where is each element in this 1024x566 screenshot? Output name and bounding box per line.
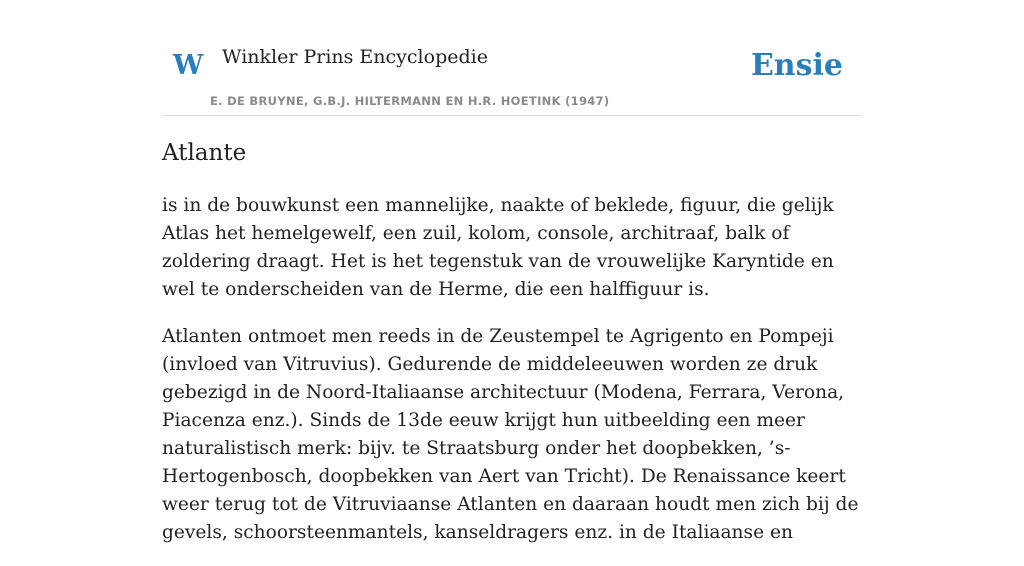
page-container bbox=[162, 0, 862, 543]
ensie-logo[interactable]: Ensie bbox=[750, 48, 843, 83]
source-header bbox=[162, 0, 862, 116]
article-paragraph: Atlanten ontmoet men reeds in de Zeustempel te Agrigento en Pompeji (invloed van Vitruvius). Gedurende de middeleeuwen worden ze druk gebezigd in de Noord-Italiaanse architectuur (Modena, Ferrara, Verona, Piacenza enz.). Sinds de 13de eeuw krijgt hun uitbeelding een meer naturalistisch merk: bijv. te Straatsburg onder het doopbekken, ’s-Hertogenbosch, doopbekken van Aert van Tricht). De Renaissance keert weer terug tot de Vitruviaanse Atlanten en daaraan houdt men zich bij de gevels, schoorsteenmantels, kanseldragers enz. in de Italiaanse en bbox=[162, 326, 859, 543]
entry-title: Atlante bbox=[162, 140, 247, 166]
publication-title[interactable]: Winkler Prins Encyclopedie bbox=[222, 46, 488, 68]
article-paragraph: is in de bouwkunst een mannelijke, naakte of beklede, figuur, die gelijk Atlas het hemelgewelf, een zuil, kolom, console, architraaf, balk of zoldering draagt. Het is het tegenstuk van de vrouwelijke Karyntide en wel te onderscheiden van de Herme, die een halffiguur is. bbox=[162, 195, 834, 300]
winkler-prins-logo[interactable]: W bbox=[173, 50, 204, 81]
article-body bbox=[162, 192, 862, 566]
publication-authors: E. DE BRUYNE, G.B.J. HILTERMANN EN H.R. HOETINK (1947) bbox=[210, 94, 610, 108]
